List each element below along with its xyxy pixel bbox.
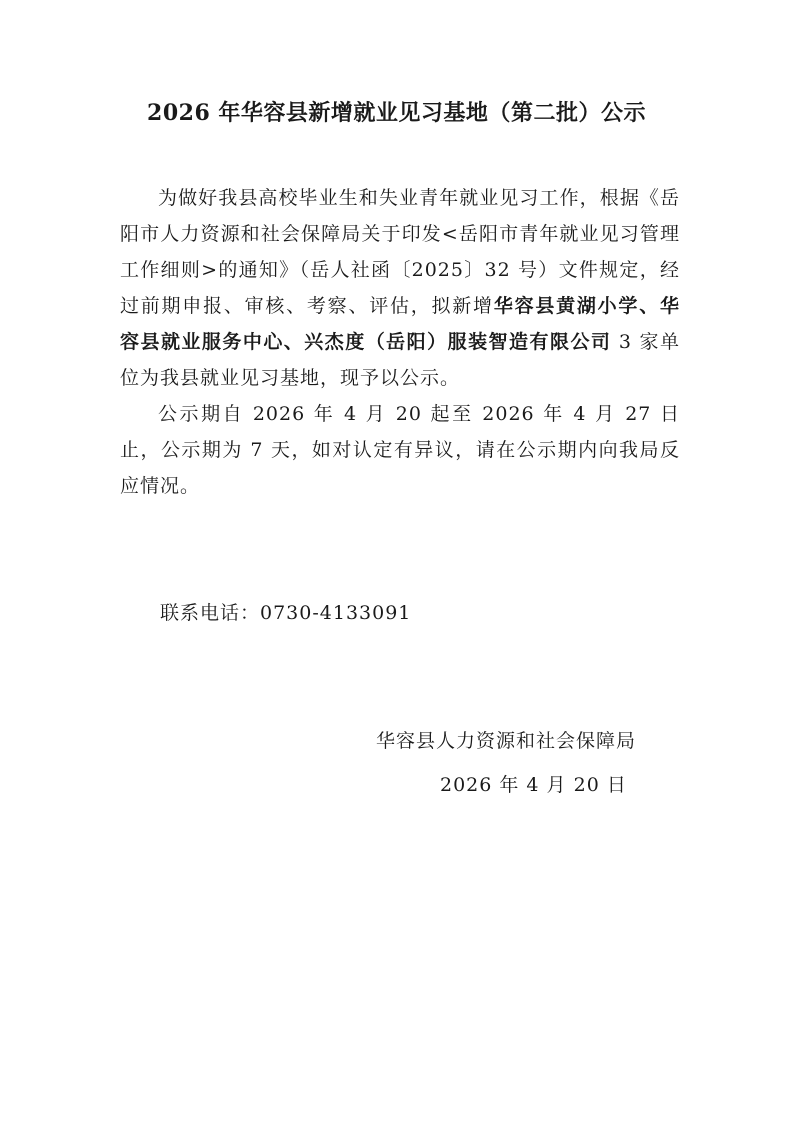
paragraph-announcement [120, 180, 680, 396]
paragraph-announcement-intro: 为做好我县高校毕业生和失业青年就业见习工作，根据《岳阳市人力资源和社会保障局关于印发<岳阳市青年就业见习管理工作细则>的通知》（岳人社函〔2025〕32 号）文件规定，经过前期申报、审核、考察、评估，拟新增 [120, 187, 680, 317]
signature-organization: 华容县人力资源和社会保障局 [376, 730, 637, 752]
contact-phone: 联系电话：0730-4133091 [160, 602, 412, 624]
document-title: 2026 年华容县新增就业见习基地（第二批）公示 [147, 100, 646, 126]
signature-date: 2026 年 4 月 20 日 [440, 774, 627, 796]
paragraph-period: 公示期自 2026 年 4 月 20 起至 2026 年 4 月 27 日止，公示期为 7 天，如对认定有异议，请在公示期内向我局反应情况。 [120, 403, 680, 497]
paragraph-announcement-outro: 3 家单位为我县就业见习基地，现予以公示。 [120, 331, 680, 389]
paragraph-announcement-units: 华容县黄湖小学、华容县就业服务中心、兴杰度（岳阳）服装智造有限公司 [120, 295, 680, 353]
document-body [120, 180, 680, 504]
